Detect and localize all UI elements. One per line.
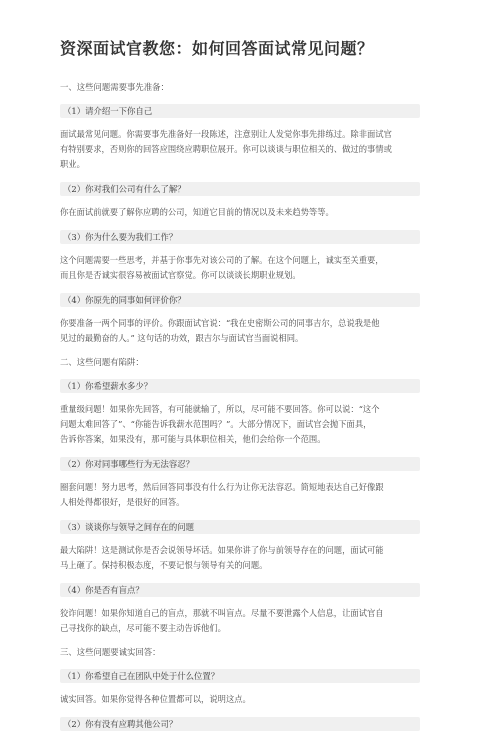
section-heading: 二、这些问题有陷阱： bbox=[60, 357, 144, 367]
answer-line: 有特别要求，否则你的回答应围绕应聘职位展开。你可以谈谈与职位相关的、做过的事情或 bbox=[60, 144, 392, 154]
answer-line: 狡诈问题！如果你知道自己的盲点，那就不叫盲点。尽量不要泄露个人信息，让面试官自 bbox=[60, 608, 384, 618]
question-box: （1）请介绍一下你自己 bbox=[60, 104, 420, 118]
answer-line: 己寻找你的缺点，尽可能不要主动告诉他们。 bbox=[60, 623, 226, 633]
answer-line: 圈套问题！努力思考，然后回答同事没有什么行为让你无法容忍。简短地表达自己好像跟 bbox=[60, 482, 384, 492]
section-heading: 三、这些问题要诚实回答： bbox=[60, 647, 161, 657]
answer-paragraph bbox=[60, 480, 420, 510]
answer-line: 重量级问题！如果你先回答，有可能就输了，所以，尽可能不要回答。你可以说：“这个 bbox=[60, 404, 380, 414]
section-2 bbox=[60, 356, 420, 636]
answer-line: 告诉你答案，如果没有，那可能与具体职位相关，他们会给你一个范围。 bbox=[60, 434, 326, 444]
section-heading: 一、这些问题需要事先准备： bbox=[60, 82, 169, 92]
question-box: （4）你原先的同事如何评价你？ bbox=[60, 293, 420, 307]
answer-line: 问题太难回答了”、“你能告诉我薪水范围吗？”。大部分情况下，面试官会抛下面具， bbox=[60, 419, 372, 429]
answer-paragraph bbox=[60, 205, 420, 220]
answer-paragraph bbox=[60, 543, 420, 573]
answer-line: 人相处得都很好，是很好的回答。 bbox=[60, 497, 185, 507]
answer-paragraph bbox=[60, 402, 420, 447]
page-title: 资深面试官教您：如何回答面试常见问题？ bbox=[60, 39, 374, 58]
question-box: （1）你希望自己在团队中处于什么位置？ bbox=[60, 669, 420, 683]
answer-paragraph bbox=[60, 692, 420, 707]
question-box: （3）你为什么要为我们工作？ bbox=[60, 230, 420, 244]
answer-paragraph bbox=[60, 127, 420, 172]
answer-line: 职业。 bbox=[60, 159, 85, 169]
answer-line: 这个问题需要一些思考，并基于你事先对该公司的了解。在这个问题上，诚实至关重要， bbox=[60, 255, 384, 265]
answer-line: 你在面试前就要了解你应聘的公司，知道它目前的情况以及未来趋势等等。 bbox=[60, 207, 334, 217]
section-1 bbox=[60, 81, 420, 346]
question-box: （2）你有没有应聘其他公司？ bbox=[60, 717, 420, 731]
question-box: （2）你对我们公司有什么了解？ bbox=[60, 182, 420, 196]
answer-line: 面试最常见问题。你需要事先准备好一段陈述，注意别让人发觉你事先排练过。除非面试官 bbox=[60, 129, 392, 139]
question-box: （4）你是否有盲点？ bbox=[60, 583, 420, 597]
section-3 bbox=[60, 646, 420, 731]
answer-line: 而且你是否诚实很容易被面试官察觉。你可以谈谈长期职业规划。 bbox=[60, 270, 301, 280]
answer-line: 诚实回答。如果你觉得各种位置都可以，说明这点。 bbox=[60, 694, 251, 704]
answer-paragraph bbox=[60, 606, 420, 636]
question-box: （2）你对同事哪些行为无法容忍？ bbox=[60, 457, 420, 471]
answer-line: 见过的最勤奋的人。” 这句话的功效，跟吉尔与面试官当面说相同。 bbox=[60, 333, 304, 343]
answer-line: 马上砸了。保持积极态度，不要记恨与领导有关的问题。 bbox=[60, 560, 268, 570]
question-box: （1）你希望薪水多少？ bbox=[60, 379, 420, 393]
answer-line: 你要准备一两个同事的评价。你跟面试官说：“我在史密斯公司的同事吉尔，总说我是他 bbox=[60, 318, 380, 328]
question-box: （3）谈谈你与领导之间存在的问题 bbox=[60, 520, 420, 534]
answer-paragraph bbox=[60, 316, 420, 346]
answer-line: 最大陷阱！这是测试你是否会说领导坏话。如果你讲了你与前领导存在的问题，面试可能 bbox=[60, 545, 384, 555]
answer-paragraph bbox=[60, 253, 420, 283]
